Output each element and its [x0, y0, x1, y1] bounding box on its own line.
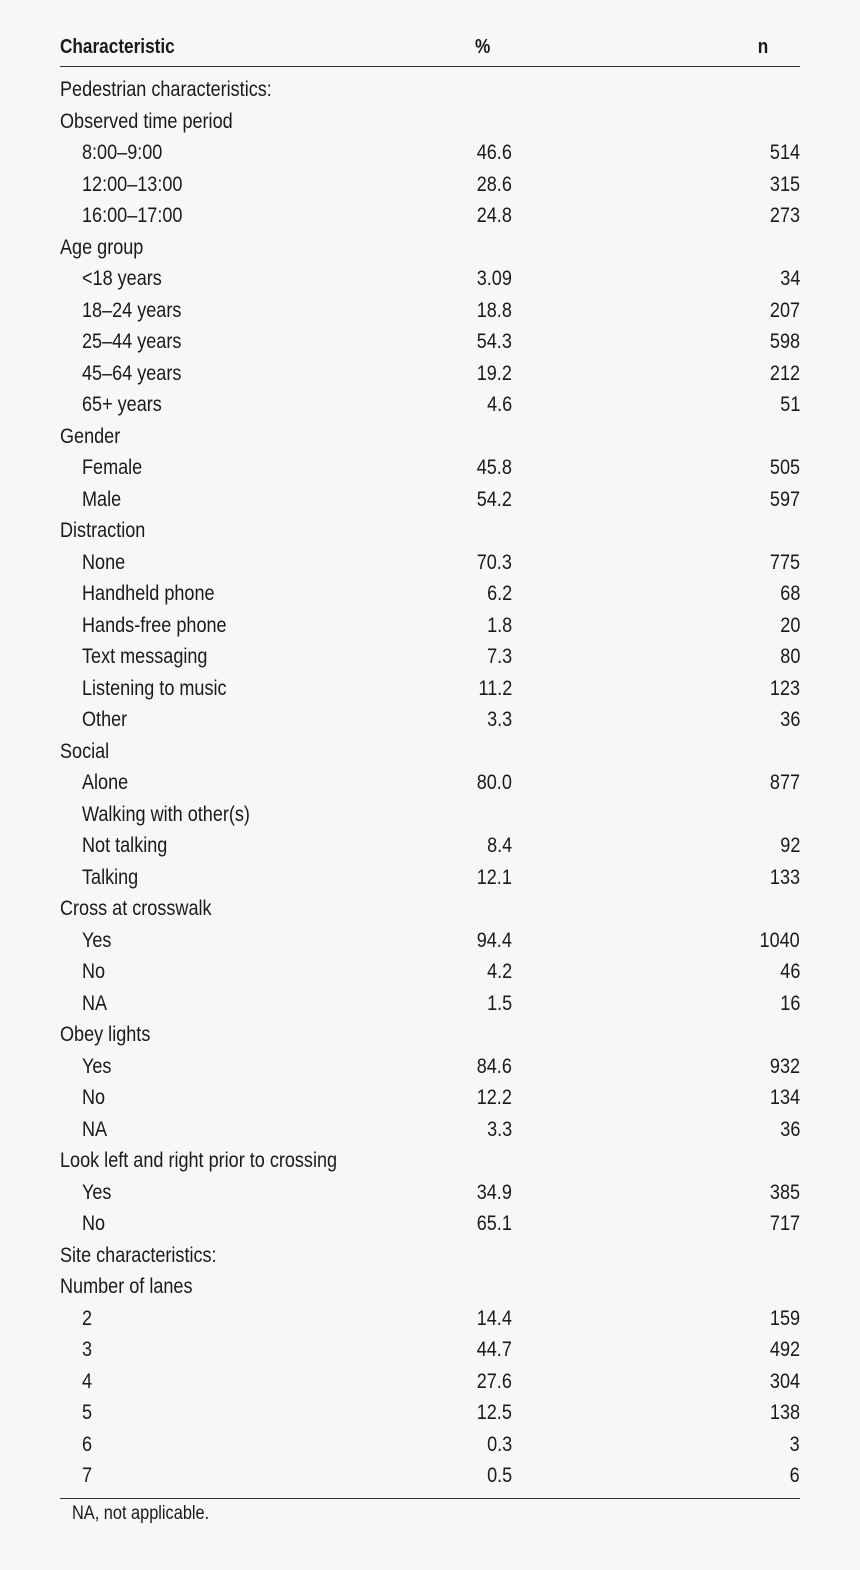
table-row — [60, 925, 800, 957]
row-label: Alone — [82, 771, 129, 794]
row-label: Obey lights — [60, 1023, 151, 1046]
row-percent: 0.3 — [486, 1432, 512, 1456]
row-n: 133 — [769, 865, 800, 889]
row-percent: 11.2 — [478, 676, 512, 700]
row-n: 775 — [769, 550, 800, 574]
row-percent: 12.1 — [476, 865, 512, 889]
row-n: 80 — [779, 645, 800, 668]
table-footnote — [60, 1499, 800, 1529]
table-row — [60, 862, 800, 894]
row-label: NA — [82, 991, 108, 1015]
table-row — [60, 169, 800, 201]
row-label: Age group — [60, 235, 144, 259]
row-label: Social — [60, 739, 110, 763]
row-percent: 3.09 — [476, 267, 512, 290]
row-percent: 14.4 — [476, 1306, 512, 1330]
row-percent: 0.5 — [486, 1464, 512, 1487]
table-row — [60, 137, 800, 169]
table-row — [60, 641, 800, 673]
table-row — [60, 1051, 800, 1083]
table-row — [60, 1208, 800, 1240]
row-n: 597 — [769, 487, 800, 511]
row-label: Other — [82, 708, 128, 731]
row-n: 46 — [779, 960, 800, 983]
table-row — [60, 389, 800, 421]
row-percent: 80.0 — [476, 771, 512, 794]
table-row — [60, 1177, 800, 1209]
table-row — [60, 1460, 800, 1492]
row-label: No — [82, 960, 106, 983]
table-row — [60, 1334, 800, 1366]
table-row — [60, 704, 800, 736]
row-n: 514 — [769, 141, 800, 164]
row-percent: 12.5 — [476, 1401, 512, 1424]
row-label: Number of lanes — [60, 1275, 193, 1298]
row-percent: 3.3 — [486, 708, 512, 731]
row-n: 68 — [779, 582, 800, 605]
table-row — [60, 893, 800, 925]
row-n: 932 — [769, 1054, 800, 1078]
row-label: Observed time period — [60, 109, 233, 133]
table-row — [60, 956, 800, 988]
table-row — [60, 1145, 800, 1177]
row-n: 877 — [769, 771, 800, 794]
table-row — [60, 263, 800, 295]
table-row — [60, 295, 800, 327]
row-n: 6 — [789, 1464, 800, 1487]
row-percent: 84.6 — [476, 1054, 512, 1078]
row-percent: 94.4 — [476, 928, 512, 952]
row-n: 36 — [779, 708, 800, 731]
row-n: 16 — [779, 991, 800, 1015]
table-row — [60, 1271, 800, 1303]
table-row — [60, 232, 800, 264]
row-percent: 54.2 — [476, 487, 512, 511]
row-n: 3 — [789, 1432, 800, 1456]
row-percent: 24.8 — [476, 204, 512, 227]
row-n: 1040 — [759, 928, 800, 952]
row-percent: 8.4 — [486, 834, 512, 857]
characteristics-table — [60, 32, 800, 1529]
row-n: 717 — [769, 1212, 800, 1235]
row-percent: 65.1 — [476, 1212, 512, 1235]
row-label: 4 — [82, 1369, 93, 1393]
table-row — [60, 1303, 800, 1335]
table-row — [60, 673, 800, 705]
table-row — [60, 1397, 800, 1429]
table-row — [60, 421, 800, 453]
table-row — [60, 736, 800, 768]
row-label: 12:00–13:00 — [82, 172, 183, 196]
row-percent: 6.2 — [486, 582, 512, 605]
table-header — [60, 32, 800, 67]
row-n: 134 — [769, 1086, 800, 1109]
footnote-text: NA, not applicable. — [72, 1502, 210, 1524]
row-n: 51 — [779, 393, 800, 416]
row-label: 6 — [82, 1432, 93, 1456]
row-label: Cross at crosswalk — [60, 897, 212, 920]
table-row — [60, 326, 800, 358]
table-row — [60, 484, 800, 516]
row-percent: 18.8 — [476, 298, 512, 322]
row-percent: 45.8 — [476, 456, 512, 479]
table-row — [60, 1240, 800, 1272]
row-percent: 70.3 — [476, 550, 512, 574]
row-percent: 28.6 — [476, 172, 512, 196]
table-row — [60, 767, 800, 799]
table-row — [60, 358, 800, 390]
table-row — [60, 515, 800, 547]
row-label: Yes — [82, 1180, 112, 1204]
row-n: 304 — [769, 1369, 800, 1393]
row-label: Distraction — [60, 519, 146, 542]
row-label: Male — [82, 487, 122, 511]
row-label: NA — [82, 1117, 108, 1141]
row-label: 8:00–9:00 — [82, 141, 163, 164]
row-n: 138 — [769, 1401, 800, 1424]
row-n: 505 — [769, 456, 800, 479]
table-row — [60, 830, 800, 862]
table-row — [60, 1019, 800, 1051]
row-label: None — [82, 550, 126, 574]
row-n: 492 — [769, 1338, 800, 1361]
row-label: Female — [82, 456, 143, 479]
row-percent: 1.5 — [486, 991, 512, 1015]
row-n: 92 — [779, 834, 800, 857]
row-percent: 1.8 — [486, 613, 512, 637]
header-n: n — [757, 36, 768, 58]
row-label: No — [82, 1086, 106, 1109]
row-n: 159 — [769, 1306, 800, 1330]
row-percent: 4.6 — [486, 393, 512, 416]
row-label: No — [82, 1212, 106, 1235]
row-label: 18–24 years — [82, 298, 182, 322]
row-n: 20 — [779, 613, 800, 637]
table-row — [60, 1366, 800, 1398]
row-percent: 4.2 — [486, 960, 512, 983]
table-row — [60, 578, 800, 610]
row-label: 65+ years — [82, 393, 162, 416]
row-percent: 54.3 — [476, 330, 512, 353]
table-row — [60, 1429, 800, 1461]
row-percent: 46.6 — [476, 141, 512, 164]
row-n: 273 — [769, 204, 800, 227]
header-percent: % — [475, 36, 491, 58]
table-row — [60, 1114, 800, 1146]
row-label: 2 — [82, 1306, 93, 1330]
header-characteristic: Characteristic — [60, 36, 175, 58]
table-row — [60, 1082, 800, 1114]
row-label: Yes — [82, 928, 112, 952]
row-label: 45–64 years — [82, 361, 182, 385]
table-row — [60, 799, 800, 831]
row-label: Gender — [60, 424, 121, 448]
table-row — [60, 74, 800, 106]
row-n: 212 — [769, 361, 800, 385]
row-label: Site characteristics: — [60, 1243, 217, 1267]
table-body — [60, 67, 800, 1492]
row-percent: 44.7 — [476, 1338, 512, 1361]
row-percent: 27.6 — [476, 1369, 512, 1393]
row-n: 123 — [769, 676, 800, 700]
row-n: 207 — [769, 298, 800, 322]
row-label: Yes — [82, 1054, 112, 1078]
table-row — [60, 452, 800, 484]
row-label: Look left and right prior to crossing — [60, 1149, 338, 1172]
row-n: 385 — [769, 1180, 800, 1204]
row-label: 7 — [82, 1464, 93, 1487]
row-label: 25–44 years — [82, 330, 182, 353]
row-label: Text messaging — [82, 645, 208, 668]
table-row — [60, 610, 800, 642]
row-label: <18 years — [82, 267, 162, 290]
row-label: 5 — [82, 1401, 93, 1424]
table-row — [60, 200, 800, 232]
row-n: 34 — [779, 267, 800, 290]
row-label: 16:00–17:00 — [82, 204, 183, 227]
row-percent: 12.2 — [476, 1086, 512, 1109]
row-label: Talking — [82, 865, 139, 889]
table-row — [60, 547, 800, 579]
row-label: Hands-free phone — [82, 613, 227, 637]
row-percent: 34.9 — [476, 1180, 512, 1204]
row-n: 315 — [769, 172, 800, 196]
row-n: 36 — [779, 1117, 800, 1141]
row-label: Walking with other(s) — [82, 802, 250, 826]
row-percent: 3.3 — [486, 1117, 512, 1141]
row-label: 3 — [82, 1338, 93, 1361]
row-percent: 7.3 — [486, 645, 512, 668]
row-label: Pedestrian characteristics: — [60, 78, 272, 101]
row-label: Not talking — [82, 834, 168, 857]
row-label: Handheld phone — [82, 582, 215, 605]
table-row — [60, 988, 800, 1020]
row-label: Listening to music — [82, 676, 227, 700]
row-n: 598 — [769, 330, 800, 353]
table-row — [60, 106, 800, 138]
row-percent: 19.2 — [476, 361, 512, 385]
